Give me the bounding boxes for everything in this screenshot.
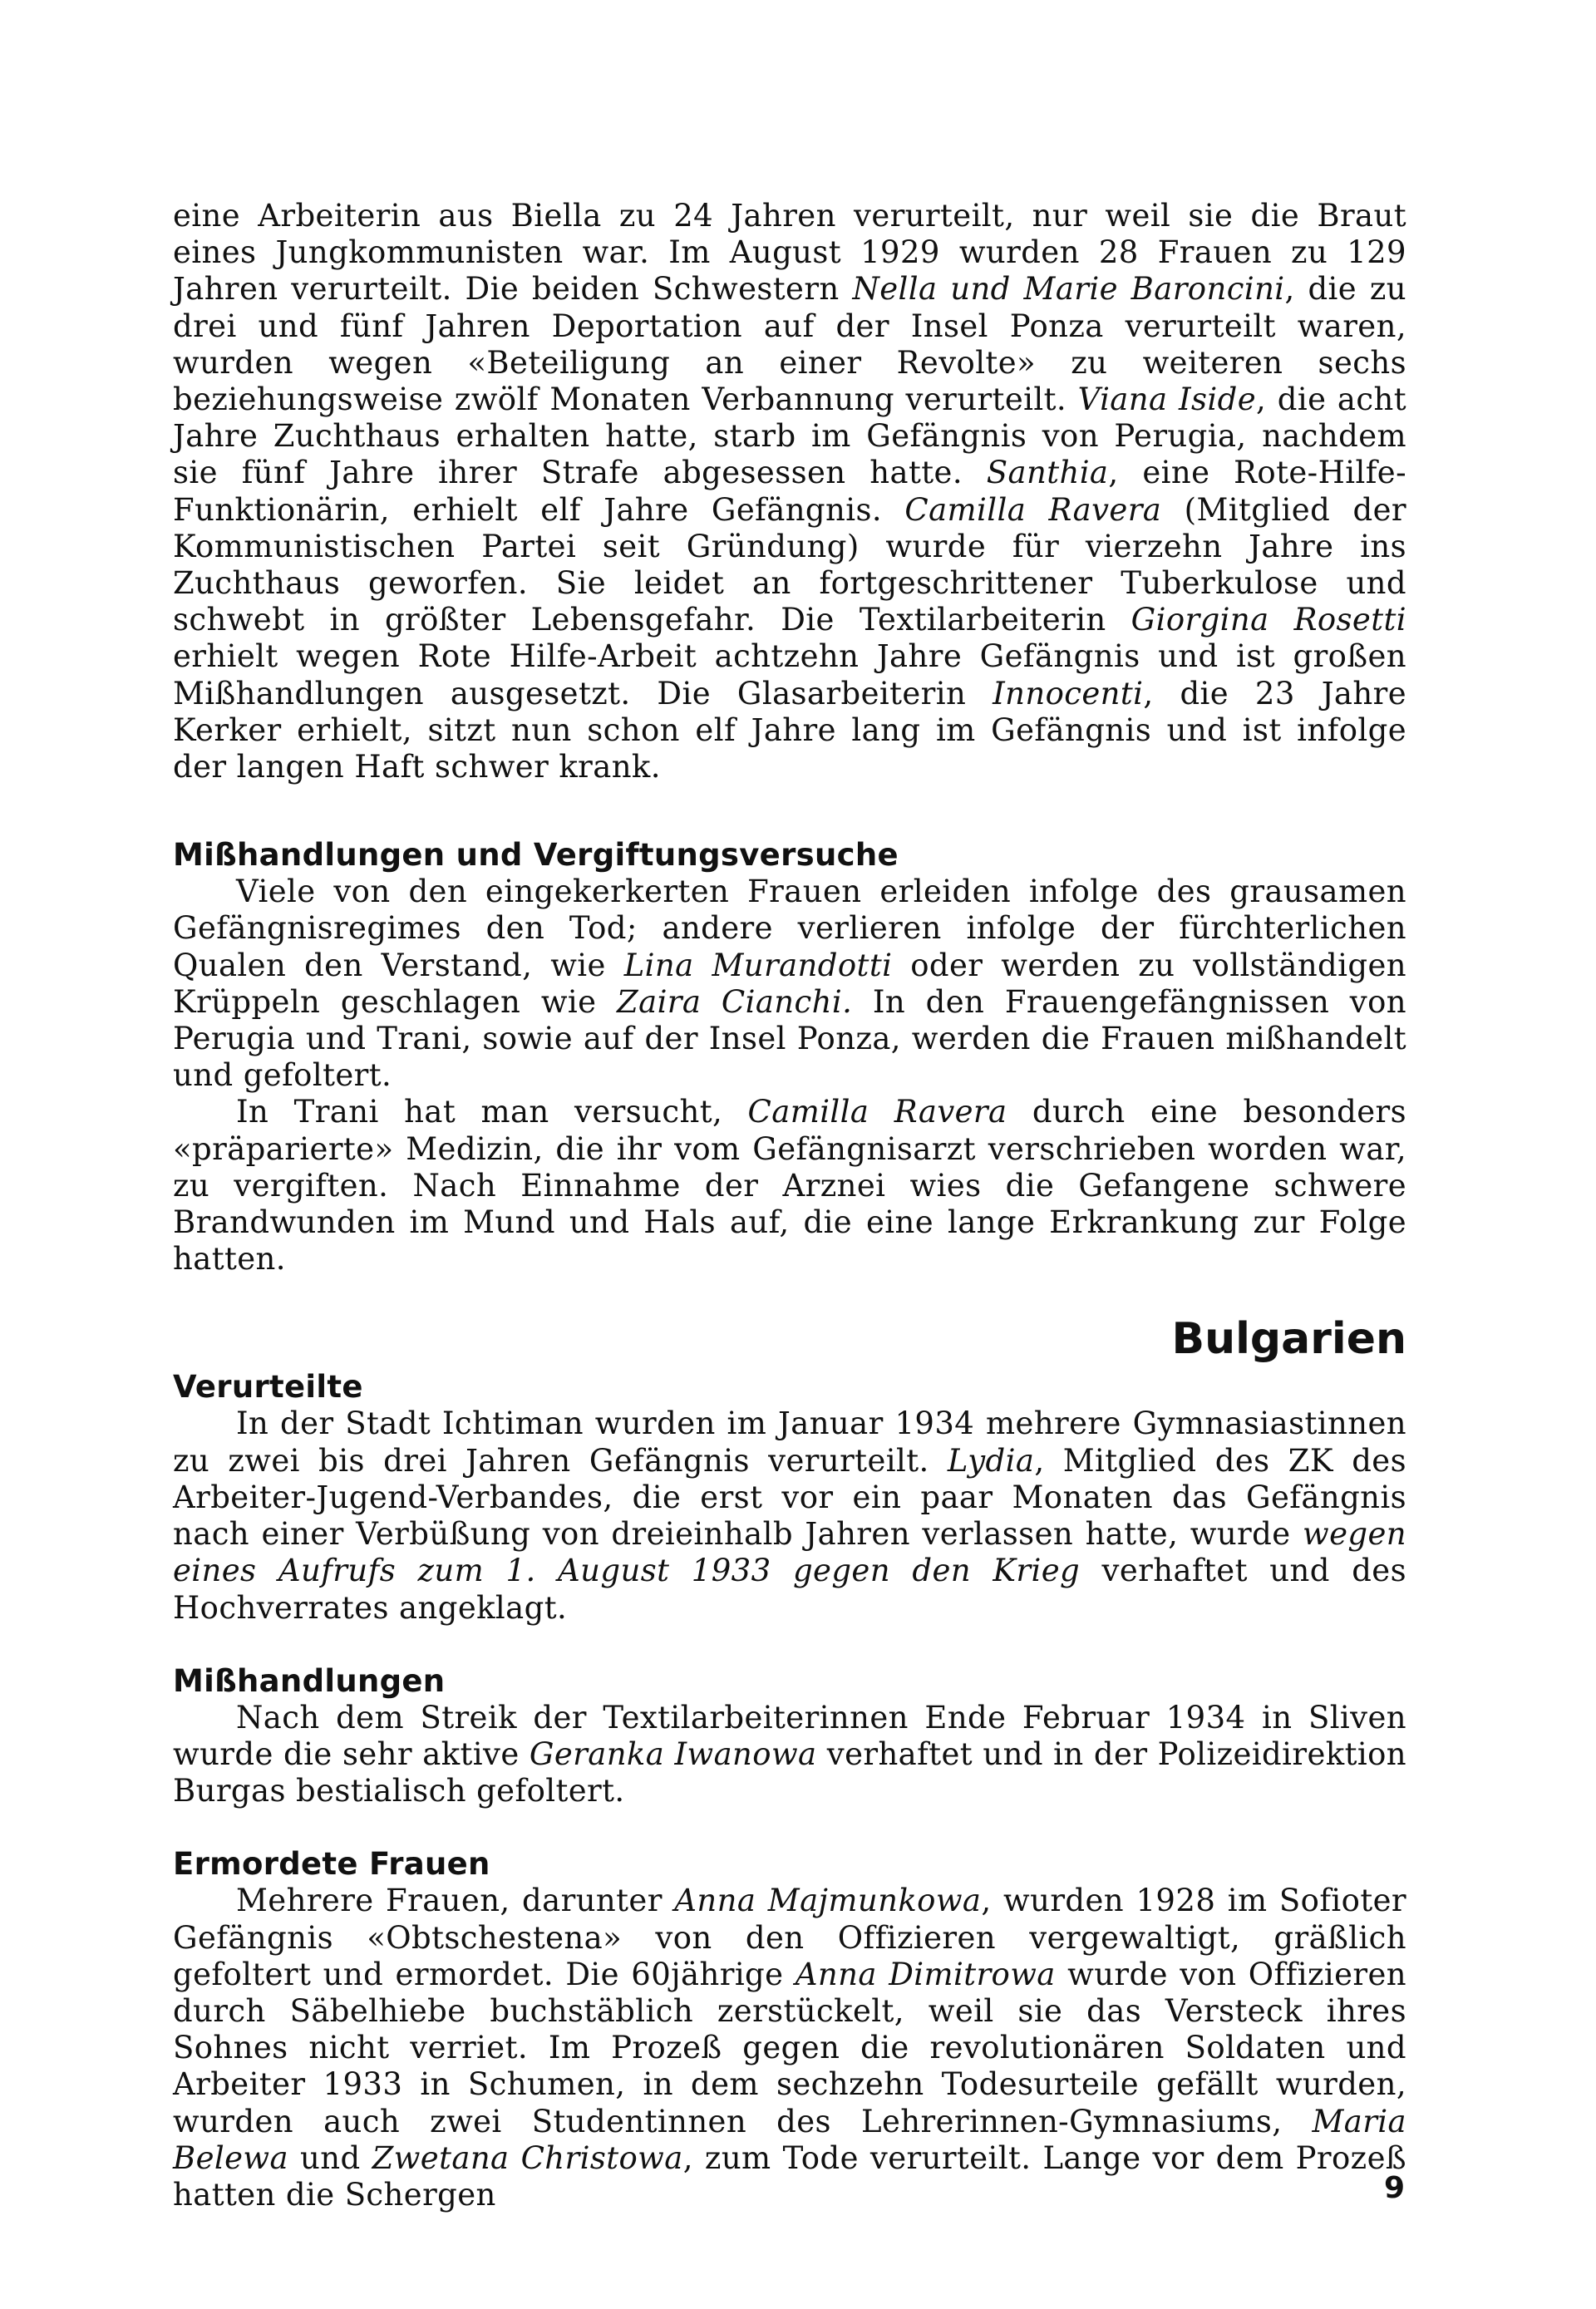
name-cianchi: Zaira Cianchi.: [617, 983, 853, 1020]
name-iside: Viana Iside: [1077, 382, 1257, 418]
name-belewa: Maria Belewa: [173, 2103, 1406, 2176]
name-christowa: Zwetana Christowa: [372, 2139, 683, 2176]
name-baroncini: Nella und Marie Baroncini: [852, 271, 1285, 308]
page-body: [173, 198, 1406, 2213]
section3-paragraph: Nach dem Streik der Textilarbeiterinnen Ende Februar 1934 in Sliven wurde die sehr aktive Geranka Iwanowa verhaftet und in der Polizeidirektion Burgas bestialisch gefoltert.: [173, 1699, 1406, 1809]
name-ravera-2: Camilla Ravera: [747, 1094, 1007, 1130]
section-heading-misshandlungen: Mißhandlungen: [173, 1662, 446, 1699]
section-heading-verurteilte: Verurteilte: [173, 1369, 363, 1406]
name-innocenti: Innocenti: [993, 675, 1144, 711]
section1-paragraph-1: Viele von den eingekerkerten Frauen erleiden infolge des grausamen Gefängnisregimes den Tod; andere verlieren infolge der fürchterlichen Qualen den Verstand, wie Lina Murandotti oder werden zu vollständigen Krüppeln geschlagen wie Zaira Cianchi. In den Frauengefängnissen von Perugia und Trani, sowie auf der Insel Ponza, werden die Frauen mißhandelt und gefoltert.: [173, 874, 1406, 1094]
country-heading: Bulgarien: [1171, 1314, 1406, 1365]
charge-text: wegen eines Aufrufs zum 1. August 1933 gegen den Krieg: [173, 1516, 1406, 1589]
name-rosetti: Giorgina Rosetti: [1130, 602, 1406, 638]
name-lydia: Lydia: [947, 1442, 1035, 1479]
name-ravera: Camilla Ravera: [904, 491, 1162, 528]
name-murandotti: Lina Murandotti: [623, 947, 893, 983]
section1-paragraph-2: In Trani hat man versucht, Camilla Ravera durch eine besonders «präparierte» Medizin, die ihr vom Gefängnisarzt verschrieben worden war, zu vergiften. Nach Einnahme der Arznei wies die Gefangene schwere Brandwunden im Mund und Hals auf, die eine lange Erkrankung zur Folge hatten.: [173, 1094, 1407, 1278]
section4-paragraph: Mehrere Frauen, darunter Anna Majmunkowa, wurden 1928 im Sofioter Gefängnis «Obtschestena» von den Offizieren vergewaltigt, gräßlich gefoltert und ermordet. Die 60jährige Anna Dimitrowa wurde von Offizieren durch Säbelhiebe buchstäblich zerstückelt, weil sie das Versteck ihres Sohnes nicht verriet. Im Prozeß gegen die revolutionären Soldaten und Arbeiter 1933 in Schumen, in dem sechzehn Todesurteile gefällt wurden, wurden auch zwei Studentinnen des Lehrerinnen-Gymnasiums, Maria Belewa und Zwetana Christowa, zum Tode verurteilt. Lange vor dem Prozeß hatten die Schergen: [173, 1883, 1406, 2213]
intro-paragraph: eine Arbeiterin aus Biella zu 24 Jahren verurteilt, nur weil sie die Braut eines Jungkommunisten war. Im August 1929 wurden 28 Frauen zu 129 Jahren verurteilt. Die beiden Schwestern Nella und Marie Baroncini, die zu drei und fünf Jahren Deportation auf der Insel Ponza verurteilt waren, wurden wegen «Beteiligung an einer Revolte» zu weiteren sechs beziehungsweise zwölf Monaten Verbannung verurteilt. Viana Iside, die acht Jahre Zuchthaus erhalten hatte, starb im Gefängnis von Perugia, nachdem sie fünf Jahre ihrer Strafe abgesessen hatte. Santhia, eine Rote-Hilfe-Funktionärin, erhielt elf Jahre Gefängnis. Camilla Ravera (Mitglied der Kommunistischen Partei seit Gründung) wurde für vierzehn Jahre ins Zuchthaus geworfen. Sie leidet an fortgeschrittener Tuberkulose und schwebt in größter Lebensgefahr. Die Textilarbeiterin Giorgina Rosetti erhielt wegen Rote Hilfe-Arbeit achtzehn Jahre Gefängnis und ist großen Mißhandlungen ausgesetzt. Die Glasarbeiterin Innocenti, die 23 Jahre Kerker erhielt, sitzt nun schon elf Jahre lang im Gefängnis und ist infolge der langen Haft schwer krank.: [173, 198, 1407, 785]
section2-paragraph: In der Stadt Ichtiman wurden im Januar 1934 mehrere Gymnasiastinnen zu zwei bis drei Jahren Gefängnis verurteilt. Lydia, Mitglied des ZK des Arbeiter-Jugend-Verbandes, die erst vor ein paar Monaten das Gefängnis nach einer Verbüßung von dreieinhalb Jahren verlassen hatte, wurde wegen eines Aufrufs zum 1. August 1933 gegen den Krieg verhaftet und des Hochverrates angeklagt.: [173, 1406, 1406, 1626]
page-number: 9: [1383, 2171, 1405, 2205]
name-iwanowa: Geranka Iwanowa: [529, 1735, 817, 1772]
name-dimitrowa: Anna Dimitrowa: [795, 1956, 1056, 1992]
section-heading-misshandlungen-vergiftung: Mißhandlungen und Vergiftungsversuche: [173, 837, 899, 874]
section-heading-ermordete-frauen: Ermordete Frauen: [173, 1846, 490, 1883]
name-santhia: Santhia: [986, 455, 1109, 491]
name-majmunkowa: Anna Majmunkowa: [674, 1883, 982, 1919]
